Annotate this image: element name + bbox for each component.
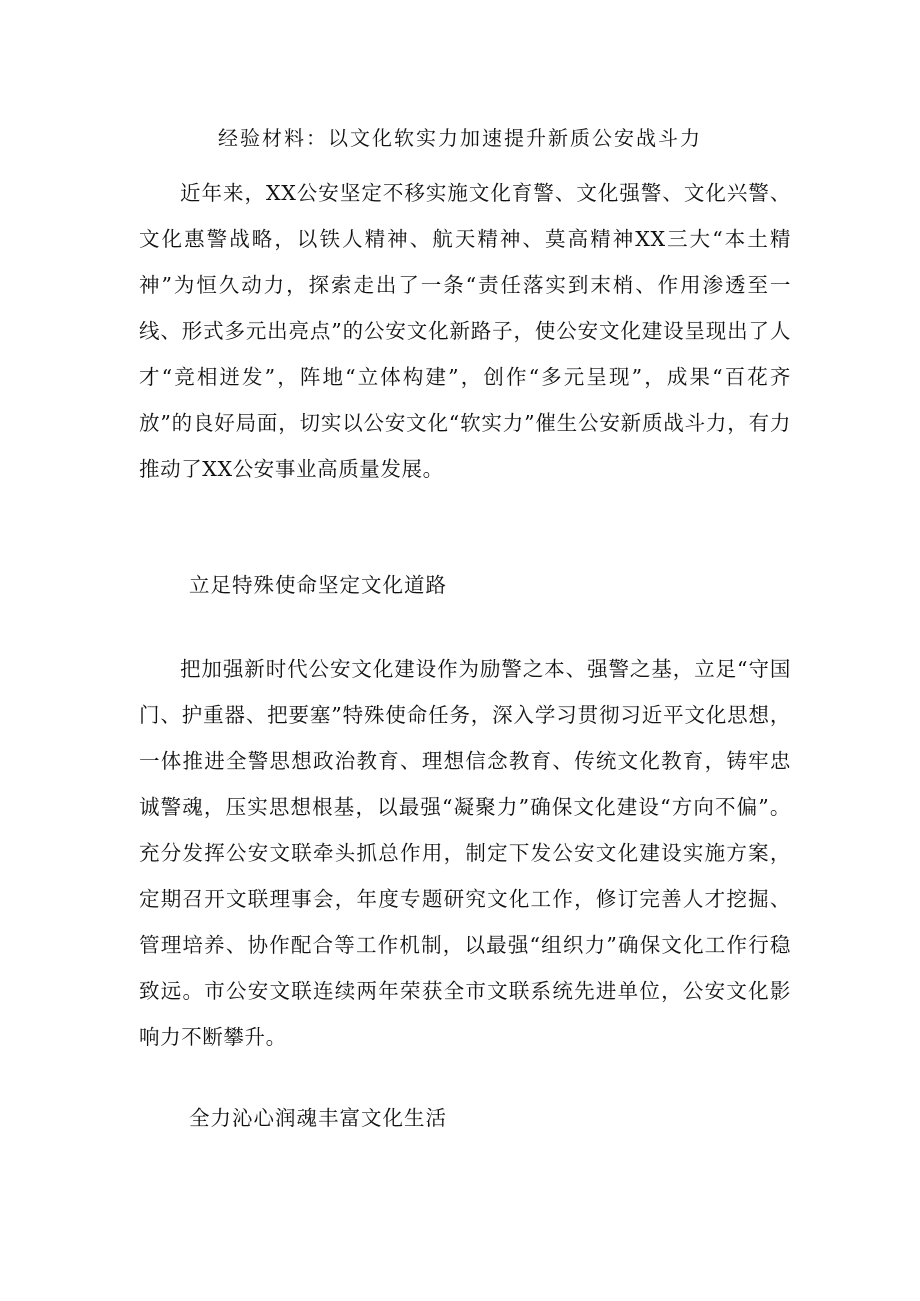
section-heading-1: 立足特殊使命坚定文化道路 (189, 573, 447, 597)
paragraph-intro: 近年来，XX公安坚定不移实施文化育警、文化强警、文化兴警、文化惠警战略，以铁人精神、航天精神、莫高精神XX三大“本土精神”为恒久动力，探索走出了一条“责任落实到末梢、作用渗透至一线、形式多元出亮点”的公安文化新路子，使公安文化建设呈现出了人才“竞相迸发”，阵地“立体构建”，创作“多元呈现”，成果“百花齐放”的良好局面，切实以公安文化“软实力”催生公安新质战斗力，有力推动了XX公安事业高质量发展。 (139, 181, 791, 481)
document-title: 经验材料：以文化软实力加速提升新质公安战斗力 (218, 126, 702, 150)
paragraph-section-1: 把加强新时代公安文化建设作为励警之本、强警之基，立足“守国门、护重器、把要塞”特殊使命任务，深入学习贯彻习近平文化思想，一体推进全警思想政治教育、理想信念教育、传统文化教育，铸牢忠诚警魂，压实思想根基，以最强“凝聚力”确保文化建设“方向不偏”。充分发挥公安文联牵头抓总作用，制定下发公安文化建设实施方案，定期召开文联理事会，年度专题研究文化工作，修订完善人才挖掘、管理培养、协作配合等工作机制，以最强“组织力”确保文化工作行稳致远。市公安文联连续两年荣获全市文联系统先进单位，公安文化影响力不断攀升。 (139, 657, 791, 1049)
section-heading-2: 全力沁心润魂丰富文化生活 (189, 1106, 447, 1130)
